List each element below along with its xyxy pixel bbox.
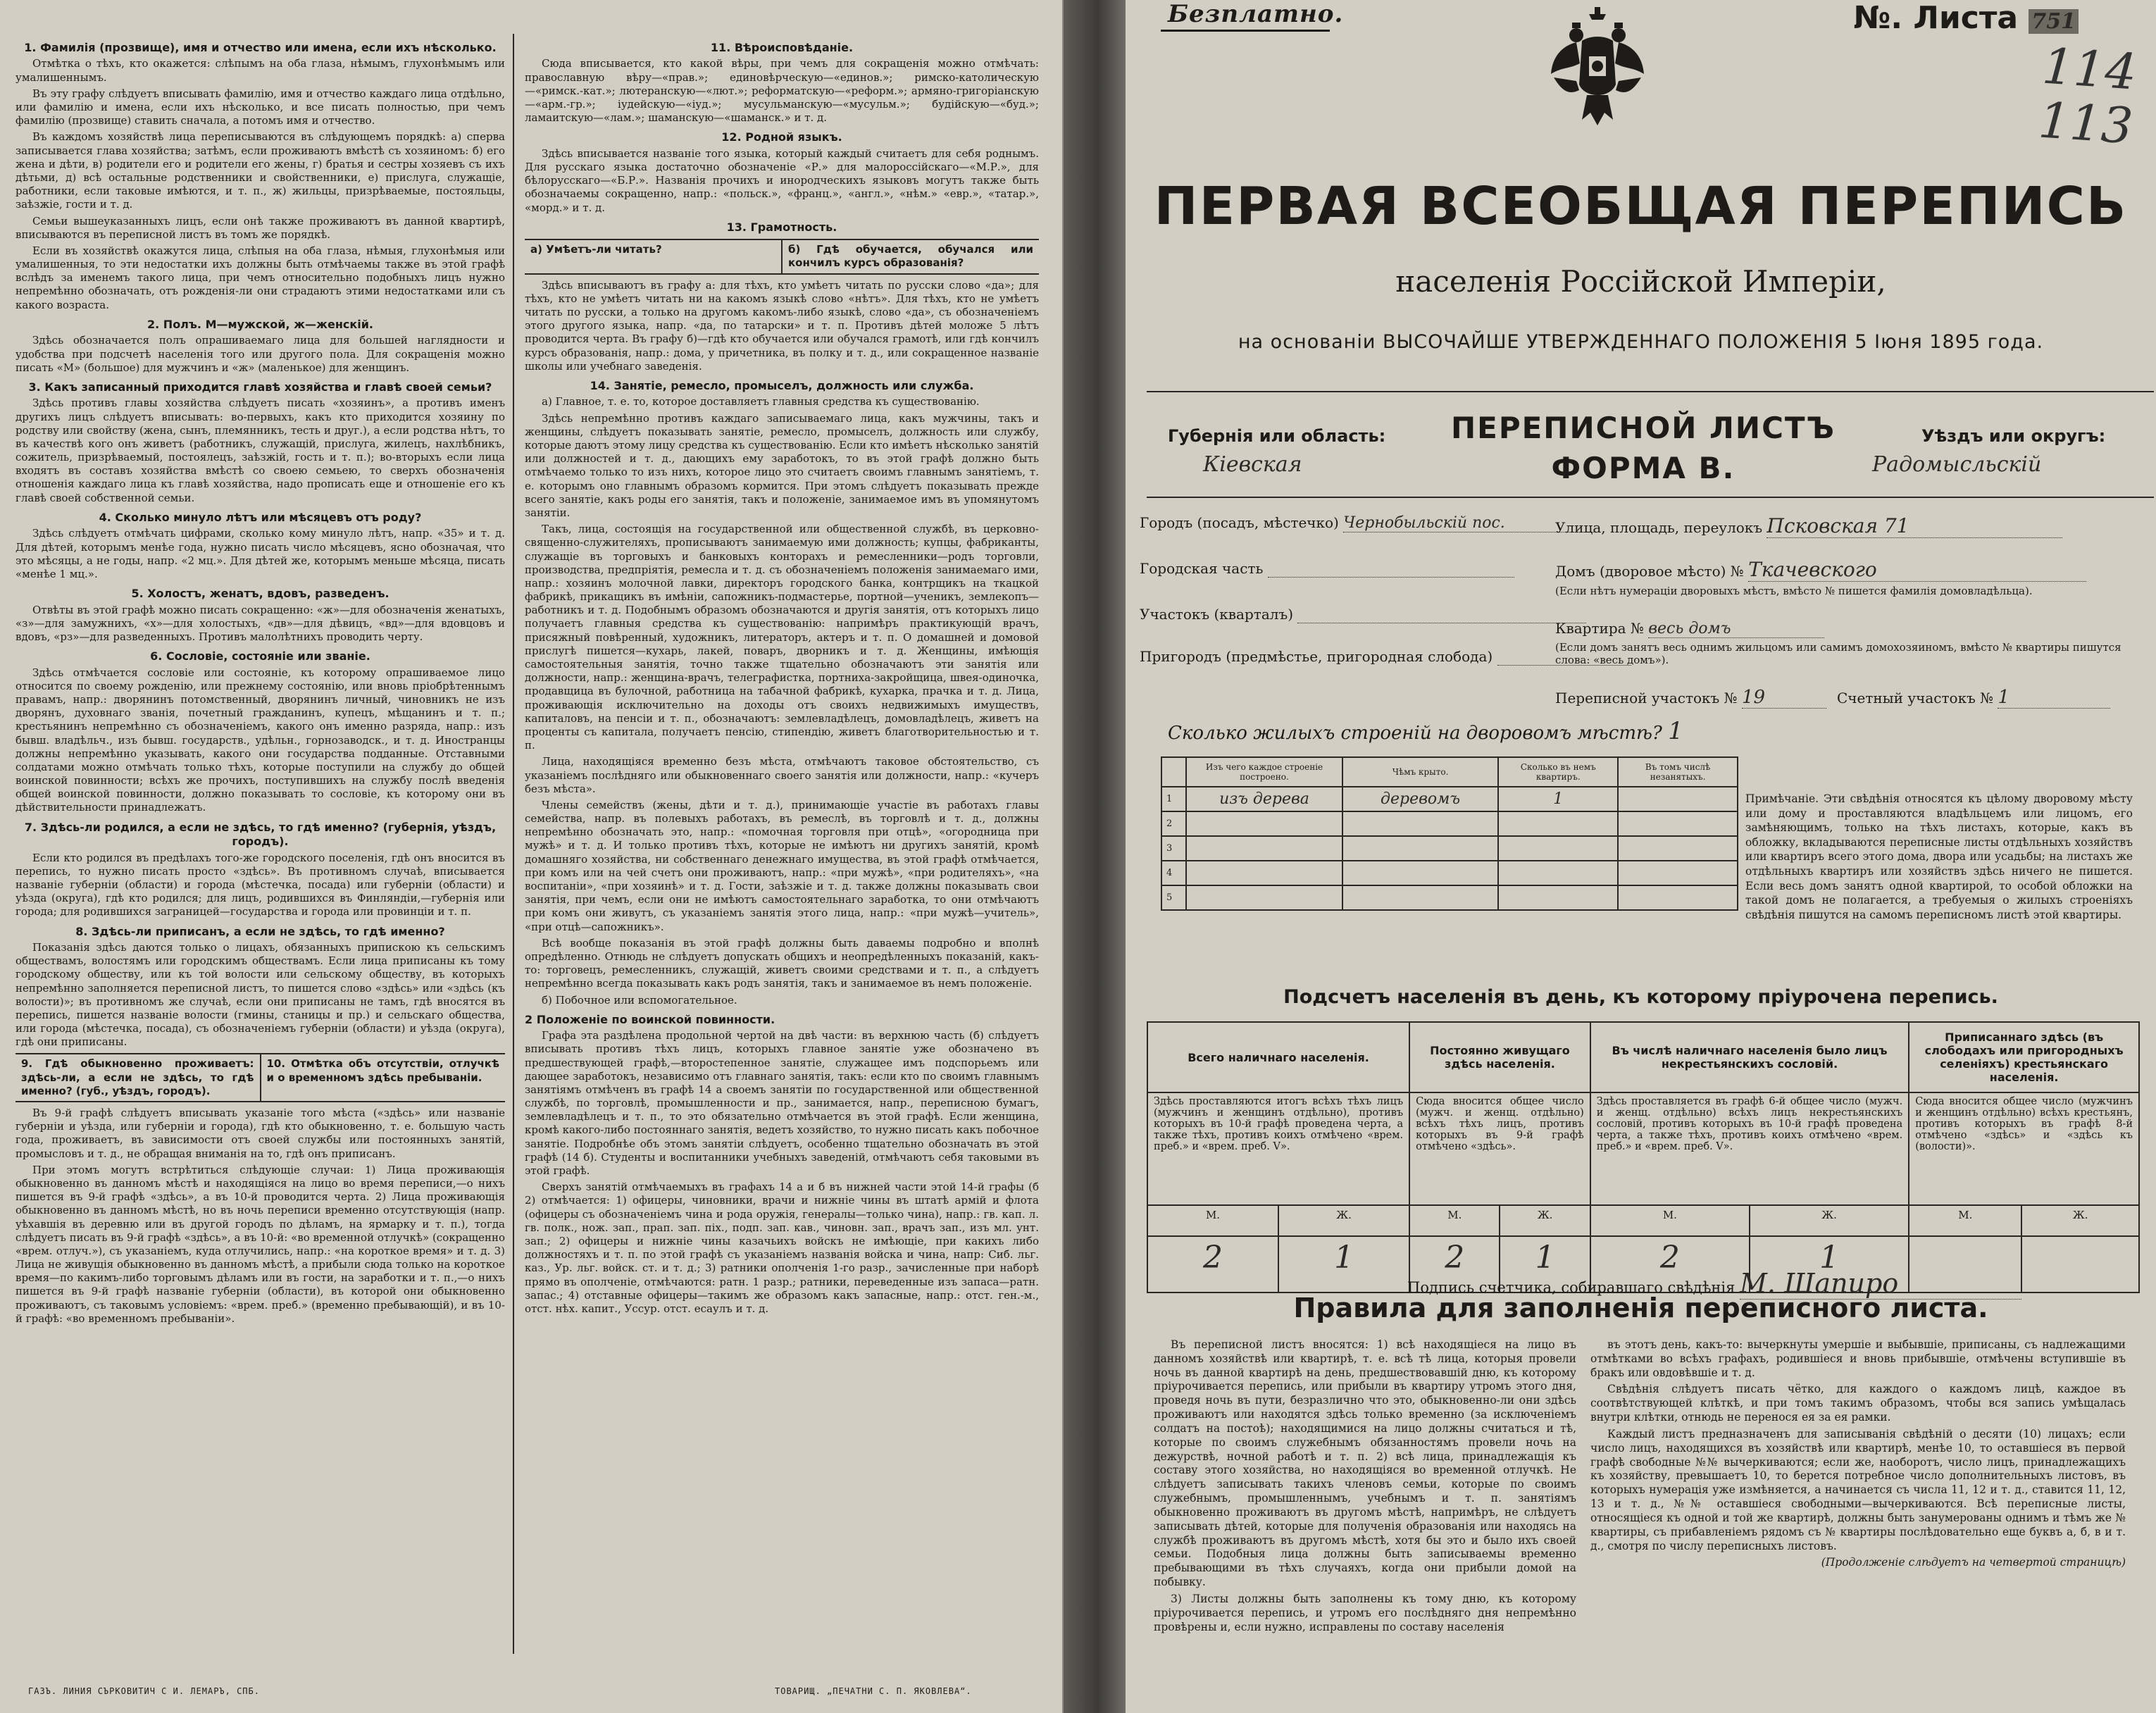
female-label: Ж.	[1750, 1205, 1909, 1236]
female-label: Ж.	[1278, 1205, 1409, 1236]
population-description-row	[1147, 1092, 2139, 1205]
population-count-cell[interactable]: 2	[1590, 1236, 1750, 1292]
instruction-paragraph: Здѣсь вписываютъ въ графу а: для тѣхъ, кто умѣетъ читать по русски слово «да»; для тѣхъ, кто не умѣетъ читать ни на какомъ языкѣ слово «нѣтъ». Для тѣхъ, кто не умѣетъ читать по русски, а только на другомъ какомъ-либо языкѣ, слово «да», съ обозначеніемъ этого другого языка, напр. «да, по татарски» и т. п. Противъ дѣтей моложе 5 лѣтъ проводится черта. Въ графу б)—гдѣ кто обучается или обучался грамотѣ, или гдѣ кончилъ курсъ образованія, напр.: дома, у причетника, въ полку и т. д., или сокращенное названіе школы или учебнаго заведенія.	[525, 278, 1039, 373]
buildings-cell[interactable]	[1342, 861, 1499, 885]
population-count-title: Подсчетъ населенія въ день, къ которому пріурочена перепись.	[1283, 986, 1998, 1008]
population-desc-present: Здѣсь проставляются итогъ всѣхъ тѣхъ лицъ (мужчинъ и женщинъ отдѣльно), противъ которыхъ въ 10-й графѣ проведена черта, а также тѣхъ, противъ коихъ отмѣчено «врем. преб.» и «врем. преб. V».	[1147, 1092, 1409, 1205]
uezd-value[interactable]: Радомысльскій	[1872, 452, 2042, 477]
buildings-row	[1161, 811, 1738, 836]
instruction-paragraph: Всѣ вообще показанія въ этой графѣ должны быть даваемы подробно и вполнѣ опредѣленно. Отнюдь не слѣдуетъ допускать общихъ и неопредѣленныхъ показаній, какъ-то: торговецъ, ремесленникъ, служащій, живетъ своими средствами и т. п., а слѣдуетъ непремѣнно всегда показывать какъ родъ занятія, такъ и занимаемое въ немъ положеніе.	[525, 936, 1039, 990]
instruction-heading: 12. Родной языкъ.	[721, 130, 842, 144]
archive-marks	[2037, 39, 2138, 154]
male-label: М.	[1909, 1205, 2021, 1236]
buildings-col-material: Изъ чего каждое строеніе построено.	[1186, 757, 1342, 787]
instruction-paragraph: Здѣсь отмѣчается сословіе или состояніе, къ которому опрашиваемое лицо относится по своему рожденію, или прежнему состоянію, или вновь пріобрѣтеннымъ правамъ, напр.: дворянинъ потомственный, дворянинъ личный, чиновникъ не изъ дворянъ, духовнаго званія, почетный гражданинъ, купецъ, мѣщанинъ и т. п.; крестьянинъ непремѣнно съ обозначеніемъ, какого онъ именно разряда, напр.: изъ бывш. владѣльч., изъ бывш. государств., удѣльн., горнозаводск., и т. д. Иностранцы должны непремѣнно указывать, какого они государства подданные. Отставными солдатами можно отмѣчать только тѣхъ, которые поступили на службу до общей воинской повинности; всѣхъ же прочихъ, поступившихъ на службу послѣ введенія общей воинской повинности, должно показывать то сословіе, къ которому они въ дѣйствительности принадлежатъ.	[15, 666, 505, 814]
buildings-cell[interactable]	[1618, 861, 1738, 885]
buildings-cell[interactable]	[1342, 811, 1499, 836]
buildings-row	[1161, 885, 1738, 910]
male-label: М.	[1590, 1205, 1750, 1236]
buildings-table-body	[1161, 787, 1738, 910]
apartment-label: Квартира №	[1555, 620, 1644, 637]
sheet-number-value: 751	[2029, 9, 2079, 34]
free-label-underline	[1161, 30, 1330, 32]
instruction-heading: 6. Сословіе, состояніе или званіе.	[150, 649, 370, 664]
buildings-row	[1161, 861, 1738, 885]
instruction-paragraph: Здѣсь слѣдуетъ отмѣчать цифрами, сколько кому минуло лѣтъ, напр. «35» и т. д. Для дѣтей, которымъ менѣе года, нужно писать число мѣсяцевъ, ясно обозначая, что это мѣсяцы, а не годы, напр. «2 мц.». Для дѣтей же, которымъ меньше мѣсяца, писать «менѣе 1 мц.».	[15, 527, 505, 580]
population-header-row	[1147, 1022, 2139, 1092]
instruction-paragraph: Въ 9-й графѣ слѣдуетъ вписывать указаніе того мѣста («здѣсь» или названіе губерніи и уѣзда, или губерніи и города), гдѣ кто обыкновенно, т. е. большую часть года, проживаетъ, въ зависимости отъ своей службы или постоянныхъ занятій, промысловъ и т. д., не обращая вниманія на то, гдѣ онъ приписанъ.	[15, 1107, 505, 1160]
divider-header	[1147, 497, 2154, 498]
population-desc-peasant: Сюда вносится общее число (мужчинъ и женщинъ отдѣльно) всѣхъ крестьянъ, противъ которыхъ въ графѣ 8-й отмѣчено «здѣсь» и «здѣсь къ (волости)».	[1909, 1092, 2139, 1205]
count-district-value[interactable]: 1	[1998, 687, 2110, 709]
rules-continued: (Продолженіе слѣдуетъ на четвертой страницѣ)	[1821, 1556, 2126, 1569]
instruction-box-cell: 9. Гдѣ обыкновенно проживаетъ: здѣсь-ли, а если не здѣсь, то гдѣ именно? (губ., уѣздъ, городъ).	[21, 1057, 254, 1097]
instruction-paragraph: Такъ, лица, состоящія на государственной или общественной службѣ, въ церковно-священно-служителяхъ, прописываютъ занимаемую ими должность; купцы, фабриканты, служащіе въ торговыхъ и банковыхъ конторахъ и ремесленники—родъ торговли, производства, предпріятія, ремесла и т. д. съ обозначеніемъ положенія занимаемаго ими, напр.: хозяинъ молочной лавки, директоръ городского банка, контрщикъ на ткацкой фабрикѣ, прикащикъ въ имѣніи, сапожникъ-подмастерье, портной—ученикъ, землекопъ—работникъ и т. д. Подобнымъ образомъ обозначаются и другія занятія, отъ которыхъ лицо получаетъ главныя средства къ существованію: напримѣръ практикующій врачъ, присяжный повѣренный, художникъ, литераторъ, актеръ и т. п. О домашней и домовой прислугѣ пишется—кухарь, лакей, поваръ, дворникъ и т. д. Женщины, имѣющія самостоятельныя занятія, точно также тщательно обозначаютъ эти занятія или должности, напр.: женщина-врачъ, телеграфистка, портниха-закройщица, швея-одиночка, продавщица въ булочной, работница на табачной фабрикѣ, кухарка, прачка и т. д. Лица, проживающія исключительно на доходы отъ своихъ недвижимыхъ имуществъ, капиталовъ, на пенсіи и т. п., обозначаютъ: землевладѣлецъ, домовладѣлецъ, живетъ на проценты съ капитала, получаетъ пенсію, стипендію, живетъ благотворительностью и т. п.	[525, 523, 1039, 752]
buildings-cell[interactable]	[1186, 836, 1342, 861]
buildings-cell[interactable]	[1498, 836, 1618, 861]
house-field	[1555, 558, 2086, 582]
printer-imprint-right: ТОВАРИЩ. „ПЕЧАТНИ С. П. ЯКОВЛЕВА“.	[775, 1686, 972, 1696]
gubernia-value[interactable]: Кіевская	[1203, 452, 1302, 477]
buildings-cell[interactable]	[1186, 811, 1342, 836]
census-subtitle: населенія Россійской Имперіи,	[1395, 264, 1886, 299]
form-title-line2: ФОРМА В.	[1551, 450, 1736, 485]
instruction-heading: 7. Здѣсь-ли родился, а если не здѣсь, то гдѣ именно? (губернія, уѣздъ, городъ).	[24, 820, 497, 849]
rules-column-right	[1590, 1338, 2126, 1573]
buildings-row-number: 4	[1161, 861, 1186, 885]
buildings-cell[interactable]	[1186, 861, 1342, 885]
population-col-present: Всего наличнаго населенія.	[1147, 1022, 1409, 1092]
instruction-heading: 11. Вѣроисповѣданіе.	[710, 41, 854, 54]
census-district-value[interactable]: 19	[1742, 687, 1826, 709]
enumerator-label: Подпись счетчика, собиравшаго свѣдѣнія	[1407, 1279, 1736, 1296]
instruction-paragraph: Здѣсь непремѣнно противъ каждаго записываемаго лица, какъ мужчины, такъ и женщины, слѣдуетъ показывать занятіе, ремесло, промыселъ, должность или службу, которые даютъ этому лицу средства къ существованію. Если кто имѣетъ нѣсколько занятій или должностей и т. д., дающихъ ему заработокъ, то въ этой графѣ должно быть отмѣчаемо только то изъ нихъ, которое лицо это считаетъ своимъ главнымъ занятіемъ, т. е. которымъ оно главнымъ образомъ кормится. При этомъ слѣдуетъ показывать прежде всего занятіе, какъ роды его занятія, такъ и положеніе, занимаемое имъ въ упомянутомъ занятіи.	[525, 411, 1039, 519]
rules-column-left	[1154, 1338, 1576, 1637]
census-form-page	[1126, 0, 2156, 1713]
buildings-row-number: 1	[1161, 787, 1186, 811]
buildings-question-text: Сколько жилыхъ строеній на дворовомъ мѣстѣ?	[1168, 723, 1662, 744]
buildings-col-vacant: Въ томъ числѣ незанятыхъ.	[1618, 757, 1738, 787]
sheet-number-label: №. Листа	[1853, 0, 2019, 36]
instruction-box	[15, 1053, 505, 1102]
instruction-paragraph: Графа эта раздѣлена продольной чертой на двѣ части: въ верхнюю часть (б) слѣдуетъ вписывать противъ тѣхъ лицъ, которыхъ главное занятіе уже обозначено въ предшествующей графѣ,—второстепенное занятіе, служащее имъ подспорьемъ или дающее заработокъ, независимо отъ главнаго занятія, такъ: если кто по своимъ главнымъ занятіямъ отмѣченъ въ графѣ 14 а своемъ занятіи по государственной или общественной службѣ, по торговлѣ, промышленности и пр., занимается, напр., переписною бумагъ, землевладѣлецъ и т. п., то это обязательно отмѣчается въ этой графѣ. Если женщина, кромѣ какого-либо постояннаго занятія, ведетъ хозяйство, то нужно писать какъ побочное занятіе. Подробнѣе объ этомъ занятіи слѣдуетъ, особенно тщательно обозначать въ этой графѣ (14 б). Студенты и воспитанники учебныхъ заведеній, отмѣчаютъ себя таковыми въ этой графѣ.	[525, 1029, 1039, 1178]
instructions-column-left	[15, 35, 505, 1671]
rules-left-para-2: 3) Листы должны быть заполнены къ тому дню, къ которому пріурочивается перепись, и утромъ его послѣдняго дня непремѣнно провѣрены и, если нужно, исправлены по составу населенія	[1154, 1592, 1576, 1633]
rules-title: Правила для заполненія переписного листа.	[1293, 1292, 1988, 1323]
house-note: (Если нѣтъ нумерацiи дворовыхъ мѣстъ, вмѣсто № пишется фамилія домовладѣльца).	[1555, 585, 2033, 597]
instruction-heading: 5. Холостъ, женатъ, вдовъ, разведенъ.	[131, 587, 390, 601]
archive-mark-2: 113	[2037, 91, 2136, 156]
buildings-cell[interactable]: 1	[1498, 787, 1618, 811]
city-part-text: Городская часть	[1140, 560, 1264, 577]
instruction-heading: 8. Здѣсь-ли приписанъ, а если не здѣсь, то гдѣ именно?	[75, 924, 445, 938]
city-field	[1140, 514, 1597, 532]
instruction-heading: 14. Занятіе, ремесло, промыселъ, должность или служба.	[590, 378, 974, 392]
census-title: ПЕРВАЯ ВСЕОБЩАЯ ПЕРЕПИСЬ	[1154, 176, 2128, 237]
instruction-paragraph: Показанія здѣсь даются только о лицахъ, обязанныхъ припискою къ сельскимъ обществамъ, волостямъ или городскимъ обществамъ. Если лица приписаны къ тому городскому обществу, или къ той волости или сельскому обществу, въ которыхъ непремѣнно заполняется переписной листъ, то пишется слово «здѣсь» или «здѣсь (къ волости)»; въ противномъ же случаѣ, если они приписаны не тамъ, гдѣ вносятся въ перепись, пишется названіе волости (гмины, станицы и пр.) и сельскаго общества, или города (мѣстечка, посада), съ обозначеніемъ губерніи (области) и уѣзда (округа), гдѣ они приписаны.	[15, 940, 505, 1049]
city-value[interactable]: Чернобыльскій пос.	[1343, 514, 1597, 532]
instruction-heading: 2 Положеніе по воинской повинности.	[525, 1012, 775, 1026]
population-sex-row	[1147, 1205, 2139, 1236]
instruction-paragraph: Если кто родился въ предѣлахъ того-же городского поселенія, гдѣ онъ вносится въ перепись, то нужно писать просто «здѣсь». Въ противномъ случаѣ, вписывается названіе губерніи (области) и города (мѣстечка, посада) или губерніи (области) и уѣзда (округа), гдѣ кто родился; для лицъ, родившихся въ Финляндіи,—губернія или города; для родившихся заграницей—государства и города или провинціи и т. п.	[15, 851, 505, 918]
district-field	[1140, 606, 1586, 623]
male-label: М.	[1147, 1205, 1278, 1236]
instruction-paragraph: Сверхъ занятій отмѣчаемыхъ въ графахъ 14 а и б въ нижней части этой 14-й графы (б 2) отмѣчается: 1) офицеры, чиновники, врачи и нижніе чины въ штатѣ армій и флота (офицеры съ обозначеніемъ чина и рода оружія, генералы—только чина), напр.: гв. кап. л. гв. полк., нож. зап., прап. зап. піх., подп. зап. кав., чиновн. зап., врачъ зап., изъ мл. унт. зап.; 2) офицеры и нижніе чины казачьихъ войскъ не имѣющіе, при какихъ либо должностяхъ и т. п. по этой графѣ съ указаніемъ названія войска и чина, напр: Сиб. льг. каз., Ур. льг. войск. ст. и т. д.; 3) ратники ополченія 1-го разр., зачисленные при наборѣ прямо въ ополченіе, отмѣчаются: ратн. 1 разр.; ратники, переведенные изъ запаса—ратн. запас.; 4) отставные офицеры—такимъ же образомъ какъ запасные, напр.: отст. ген.-м., отст. нѣх. капит., Уссур. отст. есаулъ и т. д.	[525, 1181, 1039, 1315]
instruction-box-cell: б) Гдѣ обучается, обучался или кончилъ курсъ образованія?	[781, 240, 1039, 273]
enumerator-value[interactable]: М. Шапиро	[1740, 1268, 2021, 1300]
suburb-label: Пригородъ (предмѣстье, пригородная слобода)	[1140, 648, 1493, 665]
instruction-box-cell: а) Умѣетъ-ли читать?	[530, 243, 662, 256]
city-part-field	[1140, 560, 1514, 578]
population-count-cell[interactable]: 1	[1750, 1236, 1909, 1292]
buildings-cell[interactable]	[1498, 885, 1618, 910]
instruction-paragraph: Въ эту графу слѣдуетъ вписывать фамилію, имя и отчество каждаго лица отдѣльно, или фамилію и имена, если ихъ нѣсколько, и все писать полностью, при чемъ фамилію (прозвище) ставить сначала, а потомъ имя и отчество.	[15, 87, 505, 127]
buildings-table	[1161, 756, 1738, 911]
rules-left-para-1: Въ переписной листъ вносятся: 1) всѣ находящіеся на лицо въ данномъ хозяйствѣ или квартирѣ, т. е. всѣ тѣ лица, которыя провели ночь въ данной квартирѣ на день, предшествовавшій дню, къ которому пріурочивается перепись, или прибыли въ квартиру утромъ этого дня, проведя ночь въ пути, безразлично что это, обыкновенно-ли они здѣсь проживаютъ или находятся здѣсь только временно (за исключеніемъ солдатъ на постоѣ); находящимися на лицо должны считаться и тѣ, которые по своимъ служебнымъ обязанностямъ провели ночь на дежурствѣ, ночной работѣ и т. п. 2) всѣ лица, принадлежащія къ составу этого хозяйства, но находящіяся во временной отлучкѣ. Не слѣдуетъ записывать такихъ членовъ семьи, которые по своимъ служебнымъ, промышленнымъ, учебнымъ и т. п. занятіямъ обыкновенно проживаютъ въ другомъ мѣстѣ, напримѣръ, не слѣдуетъ записывать дѣтей, которые для полученія образованія или находясь на службѣ проживаютъ въ другомъ мѣстѣ, хотя бы это и было ихъ своей семьи. Подобныя лица должны быть записываемы временно пребывающими въ тѣхъ случаяхъ, когда они прибыли домой на побывку.	[1154, 1338, 1576, 1589]
gubernia-label: Губернія или область:	[1168, 426, 1386, 446]
instruction-box	[525, 239, 1039, 274]
instruction-box-cell: 10. Отмѣтка объ отсутствіи, отлучкѣ и о временномъ здѣсь пребываніи.	[260, 1054, 506, 1101]
buildings-cell[interactable]	[1342, 836, 1499, 861]
city-label: Городъ (посадъ, мѣстечко)	[1140, 514, 1339, 531]
double-headed-eagle-icon	[1548, 7, 1647, 127]
buildings-row-number: 3	[1161, 836, 1186, 861]
buildings-cell[interactable]	[1618, 811, 1738, 836]
instruction-paragraph: При этомъ могутъ встрѣтиться слѣдующіе случаи: 1) Лица проживающія обыкновенно въ данномъ мѣстѣ и находящіяся на лицо во время переписи,—о нихъ пишется въ 9-й графѣ «здѣсь», а въ 10-й проводится черта. 2) Лица проживающія обыкновенно въ данномъ мѣстѣ, но въ ночь переписи временно отсутствующія (напр. уѣхавшія въ деревню или въ другой городъ по дѣламъ, на ярмарку и т. п.), тогда слѣдуетъ писать въ 9-й графѣ «здѣсь», а въ 10-й: «во временной отлучкѣ» (сокращенно «врем. отлуч.»), съ указаніемъ, куда отлучились, напр.: «на короткое время» и т. д. 3) Лица не живущія обыкновенно въ данномъ мѣстѣ, а прибыли сюда только на короткое время—по какимъ-либо торговымъ дѣламъ или въ гости, на заработки и т. п.,—о нихъ пишется въ 9-й графѣ названіе губерніи (области), въ которой они обыкновенно проживаютъ, съ таковымъ условіемъ: «врем. преб.» (временно пребывающій), и въ 10-й графѣ: «во временномъ пребываніи».	[15, 1163, 505, 1325]
rules-right-para-2: Свѣдѣнія слѣдуетъ писать чётко, для каждого о каждомъ лицѣ, каждое въ соотвѣтствующей клѣткѣ, и при томъ такимъ образомъ, чтобы вся запись умѣщалась внутри клѣтки, отнюдь не перенося ея за ея рамки.	[1590, 1383, 2126, 1424]
population-table	[1147, 1021, 2140, 1293]
population-col-permanent: Постоянно живущаго здѣсь населенія.	[1409, 1022, 1590, 1092]
buildings-row	[1161, 787, 1738, 811]
printer-imprint-left: ГАЗЪ. ЛИНИЯ СЪРКОВИТИЧ С И. ЛЕМАРЪ, СПБ.	[28, 1686, 260, 1696]
suburb-field	[1140, 648, 1631, 666]
instruction-paragraph: Сюда вписывается, кто какой вѣры, при чемъ для сокращенія можно отмѣчать: православную вѣру—«прав.»; единовѣрческую—«единов.»; римско-католическую—«римск.-кат.»; лютеранскую—«лют.»; реформатскую—«реформ.»; армяно-григоріанскую—«арм.-гр.»; іудейскую—«іуд.»; мусульманскую—«мусульм.»; будійскую—«буд.»; ламаитскую—«лам.»; шаманскую—«шаманск.» и т. д.	[525, 57, 1039, 125]
instruction-heading: 2. Полъ. М—мужской, ж—женскій.	[147, 317, 373, 331]
instruction-paragraph: Лица, находящіяся временно безъ мѣста, отмѣчаютъ таковое обстоятельство, съ указаніемъ послѣдняго или обыкновеннаго своего занятія или должности, напр.: «кучеръ безъ мѣста».	[525, 755, 1039, 795]
apartment-field	[1555, 620, 1824, 638]
male-label: М.	[1409, 1205, 1500, 1236]
free-label: Безплатно.	[1168, 0, 1344, 28]
instruction-paragraph: Члены семействъ (жены, дѣти и т. д.), принимающіе участіе въ работахъ главы семейства, напр. въ полевыхъ работахъ, въ ремеслѣ, въ торговлѣ и т. д., должны непремѣнно обозначать это, напр.: «помочная торговля при отцѣ», «огородница при мужѣ» и т. д. И только противъ тѣхъ, которые не имѣютъ ни другихъ занятій, кромѣ домашняго хозяйства, ни собственнаго денежнаго имущества, въ этой графѣ отмѣчается, при комъ или на чей счетъ они проживаютъ, напр.: «при мужѣ», «при родителяхъ», «на воспитаніи», «при хозяинѣ» и т. д. Гости, заѣзжіе и т. д. также должны показывать свои занятія, при чемъ, если они не имѣютъ самостоятельнаго заработка, то они отмѣчаютъ при комъ они живутъ, съ указаніемъ занятія этого лица, напр.: «при мужѣ—учитель», «при отцѣ—сапожникъ».	[525, 798, 1039, 933]
street-label: Улица, площадь, переулокъ	[1555, 519, 1763, 536]
population-desc-noncpeasant: Здѣсь проставляется въ графѣ 6-й общее число (мужч. и женщ. отдѣльно) всѣхъ лицъ некрестьянскихъ сословій, противъ которыхъ въ 10-й графѣ проведена черта, а также тѣхъ, противъ коихъ отмѣчено «врем. преб.» и «врем. преб. V».	[1590, 1092, 1909, 1205]
instruction-heading: 3. Какъ записанный приходится главѣ хозяйства и главѣ своей семьи?	[28, 380, 492, 394]
form-title-line1: ПЕРЕПИСНОЙ ЛИСТЪ	[1450, 411, 1836, 445]
population-desc-permanent: Сюда вносится общее число (мужч. и женщ. отдѣльно) всѣхъ тѣхъ лицъ, противъ которыхъ въ 9-й графѣ отмѣчено «здѣсь».	[1409, 1092, 1590, 1205]
instruction-heading: 1. Фамилія (прозвище), имя и отчество или имена, если ихъ нѣсколько.	[24, 41, 497, 54]
instruction-heading: 13. Грамотность.	[726, 220, 837, 234]
buildings-cell[interactable]	[1618, 787, 1738, 811]
form-title	[1414, 409, 1872, 488]
buildings-cell[interactable]	[1186, 885, 1342, 910]
buildings-cell[interactable]	[1498, 811, 1618, 836]
buildings-cell[interactable]	[1618, 885, 1738, 910]
buildings-answer[interactable]: 1	[1668, 717, 1683, 745]
population-col-peasant: Приписаннаго здѣсь (въ слободахъ или пригородныхъ селеніяхъ) крестьянскаго населенія.	[1909, 1022, 2139, 1092]
apartment-value[interactable]: весь домъ	[1648, 620, 1824, 638]
buildings-remark: Примѣчаніе. Эти свѣдѣнія относятся къ цѣлому дворовому мѣсту или дому и проставляются владѣльцемъ или лицомъ, его замѣняющимъ, только на тѣхъ листахъ, которые, какъ въ обложку, вкладываются переписные листы отдѣльныхъ хозяйствъ или квартиръ всего этого дома, двора или усадьбы; на листахъ же отдѣльныхъ квартиръ или хозяйствъ здѣсь ничего не пишется. Если весь домъ занятъ одной квартирой, то особой обложки на такой домъ не полагается, а требуемыя о жилыхъ строеніяхъ свѣдѣнія пишутся на самомъ переписномъ листѣ этой квартиры.	[1745, 792, 2133, 921]
instruction-paragraph: Здѣсь обозначается полъ опрашиваемаго лица для большей наглядности и удобства при подсчетѣ населенія того или другого пола. Для сокращенія можно писать «М» (большое) для мужчинъ и «ж» (маленькое) для женщинъ.	[15, 334, 505, 374]
book-gutter	[1064, 0, 1126, 1713]
count-district-field	[1837, 687, 2110, 709]
buildings-table-header	[1161, 757, 1738, 787]
buildings-row	[1161, 836, 1738, 861]
population-count-cell[interactable]: 2	[1147, 1236, 1278, 1292]
population-count-cell[interactable]: 1	[1278, 1236, 1409, 1292]
buildings-row-number: 2	[1161, 811, 1186, 836]
street-value[interactable]: Псковская 71	[1766, 514, 2062, 538]
instruction-paragraph: Если въ хозяйствѣ окажутся лица, слѣпыя на оба глаза, нѣмыя, глухонѣмыя или умалишенныя, то эти недостатки ихъ должны быть отмѣчаемы также въ этой графѣ вслѣдъ за именемъ такого лица, при чемъ относительно подобныхъ лицъ нужно непремѣнно обозначать, отъ рожденія-ли они страдаютъ этими недостатками или съ какого возраста.	[15, 244, 505, 311]
population-col-noncpeasant: Въ числѣ наличнаго населенія было лицъ некрестьянскихъ сословій.	[1590, 1022, 1909, 1092]
population-count-cell[interactable]	[2021, 1236, 2139, 1292]
buildings-question	[1168, 717, 1683, 745]
house-label: Домъ (дворовое мѣсто) №	[1555, 563, 1744, 580]
rules-right-para-1: въ этотъ день, какъ-то: вычеркнуты умершіе и выбывшіе, приписаны, съ надлежащими отмѣтками во всѣхъ графахъ, родившіеся и вновь прибывшіе, отмѣчены вступившіе въ бракъ или овдовѣвшіе и т. д.	[1590, 1338, 2126, 1379]
instruction-paragraph: Отмѣтка о тѣхъ, кто окажется: слѣпымъ на оба глаза, нѣмымъ, глухонѣмымъ или умалишеннымъ.	[15, 57, 505, 84]
instruction-paragraph: Здѣсь противъ главы хозяйства слѣдуетъ писать «хозяинъ», а противъ именъ другихъ лицъ слѣдуетъ вписывать: во-первыхъ, какъ кто приходится хозяину по родству или свойству (жена, сынъ, племянникъ, тесть и друг.), а если родства нѣтъ, то въ качествѣ кого онъ живетъ (работникъ, служащій, прислуга, жилецъ, нахлѣбникъ, сожитель, призрѣваемый, постоялецъ, заѣзжій, гость и т. п.); во-вторыхъ если лица входятъ въ составъ хозяйства вмѣстѣ со своею семьею, то сверхъ обозначенія отношенія каждаго лица къ главѣ хозяйства, надо прописать еще и отношеніе его къ главѣ своей собственной семьи.	[15, 397, 505, 504]
female-label: Ж.	[2021, 1205, 2139, 1236]
buildings-cell[interactable]	[1342, 885, 1499, 910]
uezd-label: Уѣздъ или округъ:	[1921, 426, 2106, 446]
buildings-cell[interactable]: деревомъ	[1342, 787, 1499, 811]
archive-mark-1: 114	[2040, 37, 2139, 101]
divider-top	[1147, 391, 2154, 392]
instructions-page	[0, 0, 1064, 1713]
population-count-cell[interactable]: 1	[1500, 1236, 1590, 1292]
buildings-col-roof: Чѣмъ крыто.	[1342, 757, 1499, 787]
count-district-label: Счетный участокъ №	[1837, 690, 1994, 706]
instruction-paragraph: б) Побочное или вспомогательное.	[542, 993, 737, 1007]
instruction-paragraph: Въ каждомъ хозяйствѣ лица переписываются въ слѣдующемъ порядкѣ: а) сперва записывается глава хозяйства; затѣмъ, если проживаютъ вмѣстѣ съ хозяиномъ: б) его жена и дѣти, в) родители его и родители его жены, г) братья и сестры хозяевъ съ ихъ дѣтьми, д) всѣ остальные родственники и свойственники, е) прислуга, служащіе, работники, если таковые имѣются, и т. п., ж) жильцы, призрѣваемые, постояльцы, заѣзжіе, гости и т. д.	[15, 130, 505, 211]
instruction-paragraph: Здѣсь вписывается названіе того языка, который каждый считаетъ для себя роднымъ. Для русскаго языка достаточно обозначеніе «Р.» для малороссійскаго—«М.Р.», для бѣлорусскаго—«Б.Р.». Названія прочихъ и инородческихъ языковъ могутъ также быть обозначаемы сокращенно, напр.: «польск.», «франц.», «англ.», «нѣм.» «евр.», «татар.», «морд.» и т. д.	[525, 147, 1039, 214]
district-label: Участокъ (кварталъ)	[1140, 606, 1293, 623]
census-district-label: Переписной участокъ №	[1555, 690, 1738, 706]
instruction-paragraph: а) Главное, т. е. то, которое доставляетъ главныя средства къ существованію.	[542, 395, 980, 409]
instructions-column-right	[525, 35, 1039, 1671]
census-legal-basis: на основаніи ВЫСОЧАЙШЕ УТВЕРЖДЕННАГО ПОЛОЖЕНІЯ 5 Іюня 1895 года.	[1238, 331, 2044, 353]
street-field	[1555, 514, 2062, 538]
buildings-cell[interactable]	[1618, 836, 1738, 861]
buildings-cell[interactable]: изъ дерева	[1186, 787, 1342, 811]
instruction-paragraph: Отвѣты въ этой графѣ можно писать сокращенно: «ж»—для обозначенія женатыхъ, «з»—для замужнихъ, «х»—для холостыхъ, «дв»—для дѣвицъ, «вд»—для вдовцовъ и вдовъ, «рз»—для разведенныхъ. Противъ малолѣтнихъ проводить черту.	[15, 603, 505, 643]
population-count-cell[interactable]: 2	[1409, 1236, 1500, 1292]
instruction-heading: 4. Сколько минуло лѣтъ или мѣсяцевъ отъ роду?	[99, 510, 422, 524]
sheet-number	[1853, 0, 2079, 36]
buildings-cell[interactable]	[1498, 861, 1618, 885]
buildings-col-num	[1161, 757, 1186, 787]
column-separator	[513, 34, 514, 1654]
instruction-paragraph: Семьи вышеуказанныхъ лицъ, если онѣ также проживаютъ въ данной квартирѣ, вписываются въ переписной листъ въ томъ же порядкѣ.	[15, 214, 505, 241]
house-value[interactable]: Ткачевского	[1748, 558, 2086, 582]
buildings-col-apartments: Сколько въ немъ квартиръ.	[1498, 757, 1618, 787]
rules-right-para-3: Каждый листъ предназначенъ для записыванія свѣдѣній о десяти (10) лицахъ; если число лицъ, находящихся въ хозяйствѣ или квартирѣ, менѣе 10, то оставшіеся въ первой графѣ свободные №№ вычеркиваются; если же, наоборотъ, число лицъ, принадлежащихъ къ хозяйству, превышаетъ 10, то берется потребное число дополнительныхъ листовъ, въ которыхъ нумерація уже измѣняется, а начинается съ числа 11, 12 и т. д., ставится 11, 12, 13 и т. д., №№ оставшіеся свободными—вычеркиваются. Всѣ переписные листы, относящіеся къ одной и той же квартирѣ, должны быть занумерованы однимъ и тѣмъ же № квартиры, съ прибавленіемъ рядомъ съ № квартиры послѣдовательно еще буквъ а, б, в и т. д., смотря по числу переписныхъ листовъ.	[1590, 1427, 2126, 1552]
female-label: Ж.	[1500, 1205, 1590, 1236]
apartment-note: (Если домъ занятъ весь однимъ жильцомъ или самимъ домохозяиномъ, вмѣсто № квартиры пишутся слова: «весь домъ»).	[1555, 641, 2121, 666]
census-district-field	[1555, 687, 1826, 709]
buildings-row-number: 5	[1161, 885, 1186, 910]
